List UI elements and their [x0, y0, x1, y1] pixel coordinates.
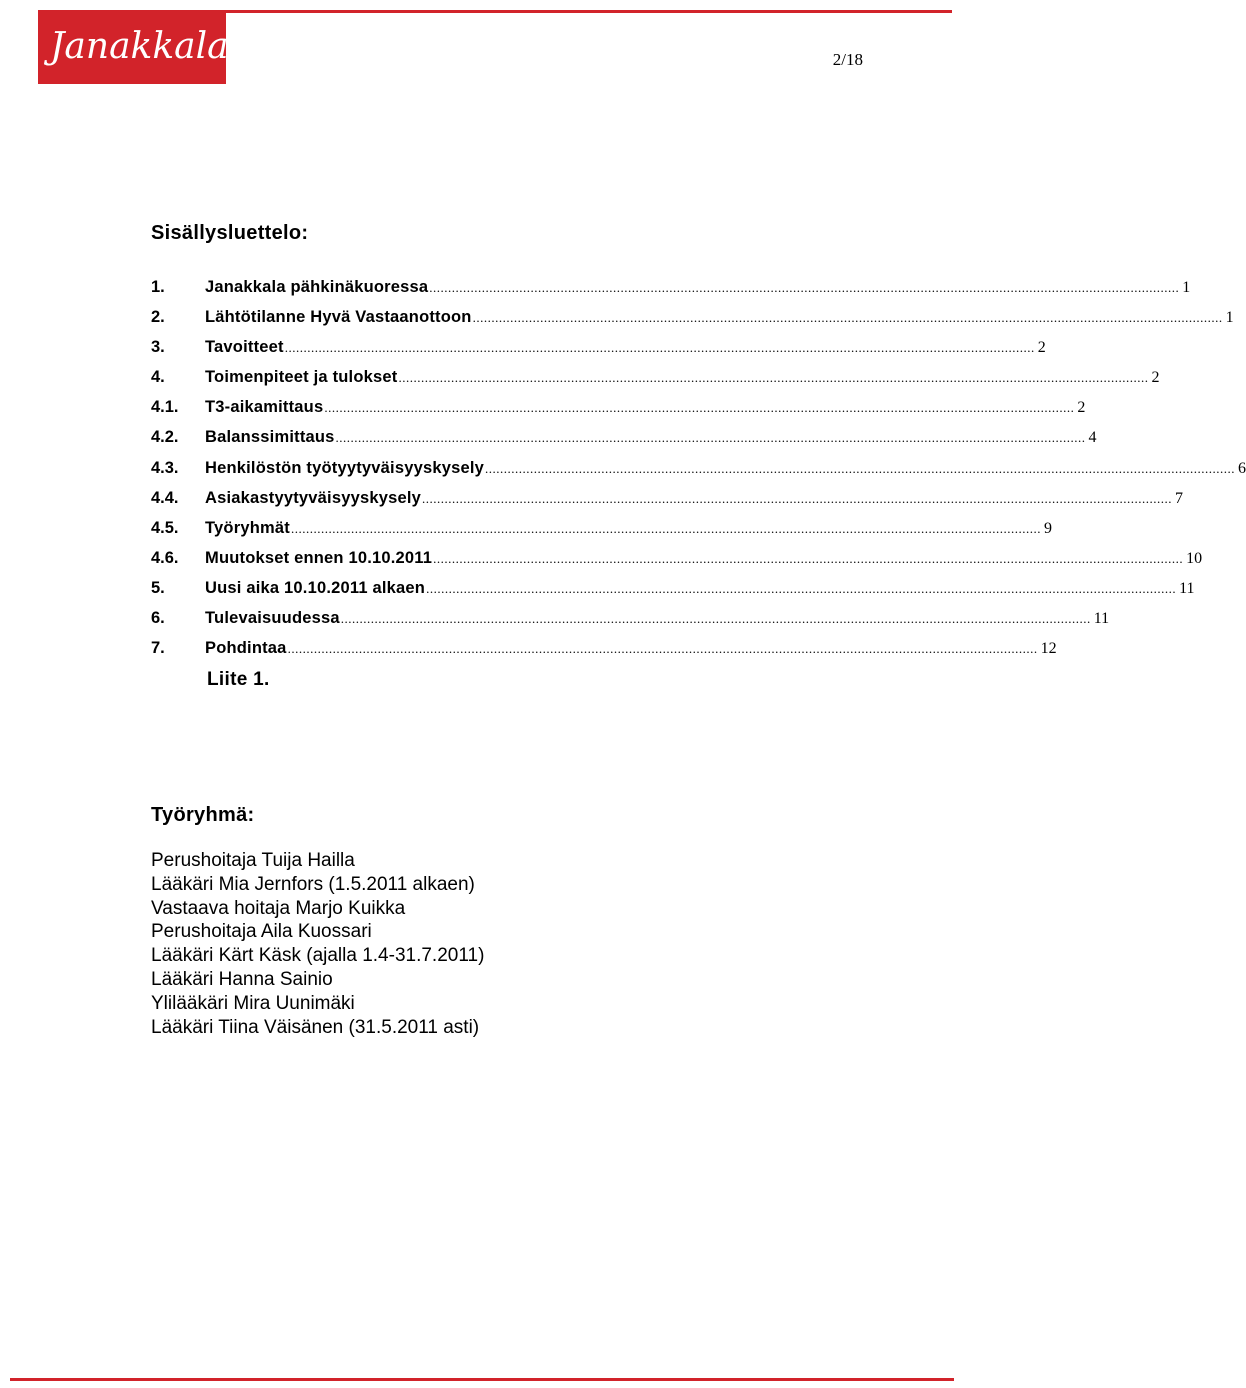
- work-group-member: Perushoitaja Aila Kuossari: [151, 921, 372, 943]
- toc-entry-page: 2: [1077, 399, 1086, 417]
- janakkala-logo: [38, 12, 229, 84]
- toc-dot-leader: ........................................................................................................................................................................................................: [433, 550, 1184, 566]
- work-group-colon: :: [247, 804, 255, 826]
- toc-entry-title: Pohdintaa: [205, 639, 287, 658]
- toc-entry[interactable]: [151, 368, 1160, 398]
- toc-entry-title: Toimenpiteet ja tulokset: [205, 368, 398, 387]
- toc-entry-title: Tavoitteet: [205, 338, 284, 357]
- toc-dot-leader: ........................................................................................................................................................................................................: [485, 460, 1235, 476]
- toc-entry-number: 4.: [151, 368, 165, 387]
- work-group-member: Perushoitaja Tuija Hailla: [151, 850, 355, 871]
- toc-dot-leader: ........................................................................................................................................................................................................: [422, 490, 1173, 506]
- logo-wordmark-text: Janakkala: [50, 26, 229, 67]
- toc-entry-page: 6: [1238, 459, 1246, 477]
- toc-entry-page: 11: [1093, 610, 1110, 628]
- toc-entry-title: Tulevaisuudessa: [205, 609, 340, 628]
- work-group-member: Lääkäri Mia Jernfors (1.5.2011 alkaen): [151, 873, 475, 895]
- toc-entry-number: 4.1.: [151, 398, 179, 417]
- toc-entry-number: 4.6.: [151, 548, 179, 567]
- work-group-heading: [151, 804, 254, 827]
- toc-entry-number: 2.: [151, 308, 165, 327]
- toc-dot-leader: ........................................................................................................................................................................................................: [429, 280, 1180, 295]
- toc-entry-page: 7: [1175, 489, 1184, 507]
- toc-entry-title: Janakkala pähkinäkuoressa: [205, 278, 429, 296]
- toc-entry-number: 4.5.: [151, 518, 179, 537]
- toc-heading: Sisällysluettelo:: [151, 222, 309, 244]
- toc-dot-leader: ........................................................................................................................................................................................................: [398, 370, 1149, 386]
- toc-entry[interactable]: [151, 578, 1195, 609]
- toc-entry-page: 4: [1088, 429, 1097, 447]
- toc-entry-page: 1: [1225, 309, 1234, 327]
- toc-entry-page: 2: [1037, 339, 1046, 357]
- toc-entry-page: 9: [1043, 519, 1052, 537]
- toc-appendix: Liite 1.: [207, 669, 270, 690]
- toc-entry[interactable]: [151, 488, 1184, 519]
- work-group-title: Työryhmä: [151, 804, 248, 826]
- toc-entry-page: 2: [1151, 369, 1160, 387]
- toc-dot-leader: ........................................................................................................................................................................................................: [284, 340, 1035, 356]
- toc-entry-title: Uusi aika 10.10.2011 alkaen: [205, 578, 426, 597]
- table-of-contents: [151, 278, 1246, 669]
- work-group-member: Ylilääkäri Mira Uunimäki: [151, 992, 355, 1014]
- toc-entry-title: Muutokset ennen 10.10.2011: [205, 548, 433, 567]
- work-group-members: [151, 850, 484, 1040]
- toc-entry[interactable]: [151, 308, 1234, 338]
- toc-entry-number: 5.: [151, 578, 165, 597]
- footer-rule: [10, 1378, 954, 1381]
- toc-entry-number: 4.4.: [151, 488, 179, 507]
- work-group-member: Vastaava hoitaja Marjo Kuikka: [151, 897, 406, 919]
- toc-entry[interactable]: [151, 338, 1046, 368]
- toc-entry[interactable]: [151, 458, 1246, 489]
- page-number: 2/18: [832, 50, 863, 69]
- toc-entry-title: Lähtötilanne Hyvä Vastaanottoon: [205, 308, 472, 327]
- toc-entry[interactable]: [151, 609, 1110, 639]
- toc-entry[interactable]: [151, 518, 1052, 549]
- work-group-member: Lääkäri Tiina Väisänen (31.5.2011 asti): [151, 1016, 480, 1038]
- toc-entry[interactable]: [151, 548, 1203, 579]
- toc-entry[interactable]: [151, 398, 1086, 428]
- toc-entry-title: Asiakastyytyväisyyskysely: [205, 488, 422, 507]
- toc-dot-leader: ........................................................................................................................................................................................................: [340, 611, 1091, 627]
- toc-entry-number: 3.: [151, 338, 165, 357]
- toc-dot-leader: ........................................................................................................................................................................................................: [426, 580, 1177, 596]
- toc-entry-page: 10: [1186, 549, 1203, 567]
- work-group-member: Lääkäri Kärt Käsk (ajalla 1.4-31.7.2011): [151, 945, 485, 967]
- janakkala-wordmark: [38, 12, 229, 84]
- toc-dot-leader: ........................................................................................................................................................................................................: [472, 310, 1223, 326]
- toc-entry-title: Työryhmät: [205, 518, 290, 537]
- toc-entry-page: 11: [1179, 579, 1195, 597]
- toc-entry[interactable]: [151, 428, 1097, 458]
- toc-entry[interactable]: [151, 639, 1057, 669]
- toc-entry-number: 7.: [151, 639, 165, 658]
- toc-entry[interactable]: [151, 278, 1191, 308]
- work-group-member: Lääkäri Hanna Sainio: [151, 968, 333, 990]
- toc-dot-leader: ........................................................................................................................................................................................................: [324, 400, 1075, 416]
- toc-dot-leader: ........................................................................................................................................................................................................: [287, 641, 1038, 657]
- toc-entry-number: 6.: [151, 609, 165, 628]
- toc-dot-leader: ........................................................................................................................................................................................................: [290, 520, 1041, 536]
- toc-entry-title: Henkilöstön työtyytyväisyyskysely: [205, 458, 484, 477]
- toc-dot-leader: ........................................................................................................................................................................................................: [335, 430, 1086, 446]
- toc-entry-number: 1.: [151, 278, 165, 296]
- toc-entry-title: T3-aikamittaus: [205, 398, 324, 417]
- toc-entry-title: Balanssimittaus: [205, 428, 335, 447]
- toc-entry-page: 12: [1040, 640, 1057, 658]
- toc-entry-number: 4.2.: [151, 428, 179, 447]
- toc-entry-number: 4.3.: [151, 458, 179, 477]
- toc-entry-page: 1: [1182, 279, 1191, 296]
